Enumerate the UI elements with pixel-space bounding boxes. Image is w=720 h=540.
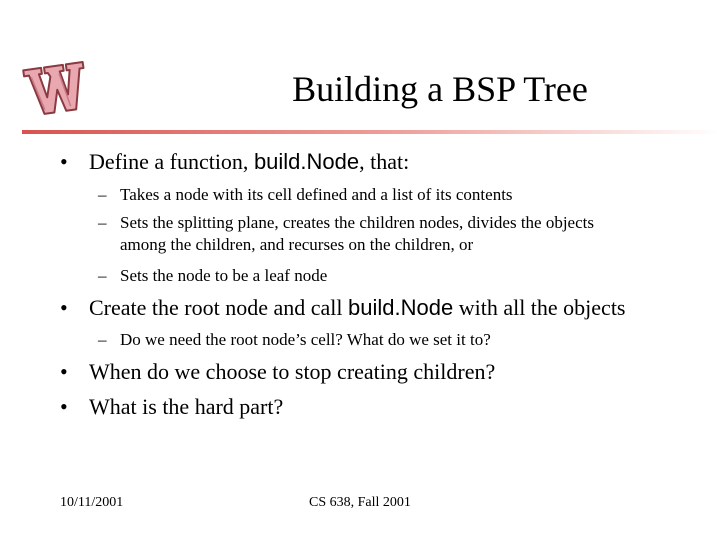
code-term: build.Node bbox=[253, 149, 360, 174]
bullet-text: What is the hard part? bbox=[89, 394, 284, 419]
bullet-text: Create the root node and call bbox=[89, 295, 349, 320]
bullet-text: Define a function, bbox=[89, 149, 254, 174]
bullet-text: When do we choose to stop creating children? bbox=[89, 359, 496, 384]
bullet-marker: • bbox=[60, 394, 68, 419]
bullet-marker: • bbox=[60, 359, 68, 384]
sub-bullet-marker: – bbox=[98, 185, 107, 204]
sub-bullet-marker: – bbox=[98, 266, 107, 285]
bullet-marker: • bbox=[60, 149, 68, 174]
footer-date: 10/11/2001 bbox=[60, 495, 124, 510]
wisconsin-w-logo-icon bbox=[20, 52, 92, 124]
sub-bullet-text: Takes a node with its cell defined and a list of its contents bbox=[120, 185, 513, 204]
sub-bullet-marker: – bbox=[98, 213, 107, 232]
title-divider bbox=[22, 130, 720, 134]
bullet-marker: • bbox=[60, 295, 68, 320]
bullet-text: with all the objects bbox=[453, 295, 626, 320]
slide-title: Building a BSP Tree bbox=[292, 69, 588, 109]
sub-bullet-text: Sets the splitting plane, creates the children nodes, divides the objects among the children, and recurses on the children, or bbox=[120, 213, 594, 254]
sub-bullet-marker: – bbox=[98, 330, 107, 349]
sub-bullet-text: Do we need the root node’s cell? What do we set it to? bbox=[120, 330, 491, 349]
code-term: build.Node bbox=[348, 295, 454, 320]
footer-course: CS 638, Fall 2001 bbox=[309, 495, 411, 510]
sub-bullet-text: Sets the node to be a leaf node bbox=[120, 266, 328, 285]
bullet-text: , that: bbox=[359, 149, 410, 174]
